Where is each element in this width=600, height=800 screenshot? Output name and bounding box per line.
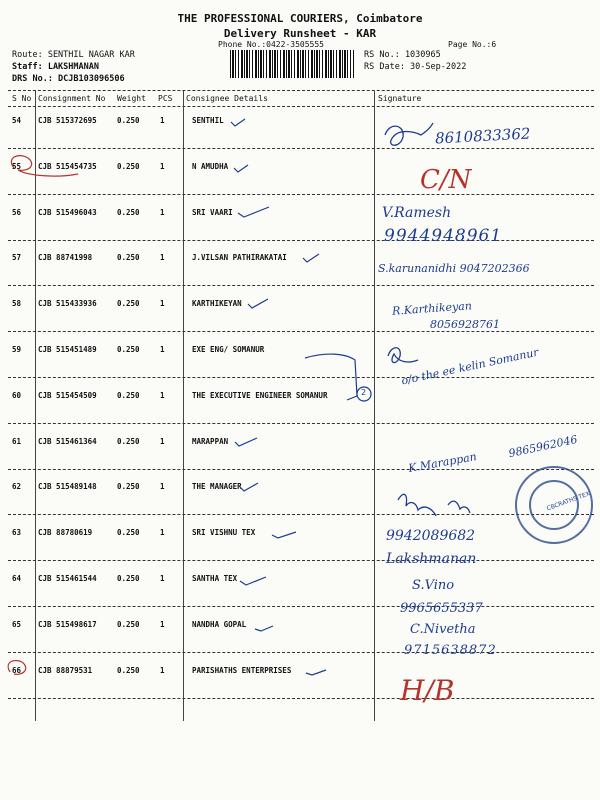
col-signature-header: Signature	[378, 94, 422, 103]
col-sno-header: S No	[12, 94, 32, 103]
row-weight: 0.250	[117, 528, 140, 537]
row-consignee: SRI VAARI	[192, 208, 233, 217]
row-weight: 0.250	[117, 253, 140, 262]
row-pcs: 1	[160, 482, 165, 491]
row-sno: 56	[12, 208, 22, 217]
row-divider	[8, 698, 594, 699]
row-consignment-no: CJB 515454735	[38, 162, 97, 171]
row-divider	[8, 148, 594, 149]
row-consignee: MARAPPAN	[192, 437, 229, 446]
row-weight: 0.250	[117, 345, 140, 354]
handwritten-hb-66: H/B	[400, 674, 455, 707]
staff-label: Staff: LAKSHMANAN	[12, 62, 99, 72]
stamp	[516, 467, 592, 543]
row-weight: 0.250	[117, 116, 140, 125]
row-pcs: 1	[160, 574, 165, 583]
row-consignment-no: CJB 515489148	[38, 482, 97, 491]
handwritten-name-56: V.Ramesh	[382, 205, 452, 221]
row-weight: 0.250	[117, 437, 140, 446]
row-consignee: PARISHATHS ENTERPRISES	[192, 666, 292, 675]
row-pcs: 1	[160, 345, 165, 354]
row-pcs: 1	[160, 208, 165, 217]
col-divider	[183, 91, 184, 721]
handwritten-name-64: S.Vino	[412, 578, 455, 593]
row-pcs: 1	[160, 391, 165, 400]
row-weight: 0.250	[117, 391, 140, 400]
row-weight: 0.250	[117, 574, 140, 583]
row-weight: 0.250	[117, 482, 140, 491]
handwritten-note-59: o/o the ee kelin Somanur	[400, 345, 540, 388]
row-consignment-no: CJB 515372695	[38, 116, 97, 125]
row-consignment-no: CJB 88780619	[38, 528, 93, 537]
row-consignee: EXE ENG/ SOMANUR	[192, 345, 265, 354]
handwritten-phone-56: 9944948961	[384, 226, 503, 246]
row-pcs: 1	[160, 299, 165, 308]
company-name: THE PROFESSIONAL COURIERS, Coimbatore	[177, 12, 423, 25]
phone-number: Phone No.:0422-3505555	[218, 40, 324, 49]
row-consignee: THE EXECUTIVE ENGINEER SOMANUR	[192, 391, 328, 400]
handwritten-name-65: C.Nivetha	[410, 622, 476, 637]
page-number: Page No.:6	[448, 40, 497, 49]
row-sno: 65	[12, 620, 22, 629]
row-sno: 62	[12, 482, 22, 491]
handwritten-name-58: R.Karthikeyan	[391, 299, 473, 318]
handwritten-phone-61: 9865962046	[507, 432, 579, 461]
row-consignment-no: CJB 515454509	[38, 391, 97, 400]
row-sno: 66	[12, 666, 22, 675]
row-sno: 60	[12, 391, 22, 400]
row-weight: 0.250	[117, 620, 140, 629]
handwritten-name-63: Lakshmanan	[386, 551, 477, 567]
row-consignee: J.VILSAN PATHIRAKATAI	[192, 253, 287, 262]
row-sno: 61	[12, 437, 22, 446]
handwritten-phone-64: 9965655337	[400, 601, 483, 616]
row-weight: 0.250	[117, 299, 140, 308]
col-pcs-header: PCS	[158, 94, 173, 103]
row-pcs: 1	[160, 528, 165, 537]
document-title: Delivery Runsheet - KAR	[223, 27, 377, 40]
row-consignee: SANTHA TEX	[192, 574, 238, 583]
row-divider	[8, 606, 594, 607]
row-consignee: NANDHA GOPAL	[192, 620, 247, 629]
row-consignment-no: CJB 515451489	[38, 345, 97, 354]
row-weight: 0.250	[117, 208, 140, 217]
col-consignment-header: Consignment No	[38, 94, 106, 103]
row-consignment-no: CJB 88879531	[38, 666, 93, 675]
col-divider	[35, 91, 36, 721]
row-pcs: 1	[160, 253, 165, 262]
signature-59	[388, 348, 418, 363]
row-divider	[8, 331, 594, 332]
handwritten-phone-58: 8056928761	[430, 318, 500, 331]
rs-number: RS No.: 1030965	[364, 50, 441, 60]
row-sno: 59	[12, 345, 22, 354]
signature-62	[398, 494, 436, 516]
rs-date: RS Date: 30-Sep-2022	[364, 62, 467, 72]
row-pcs: 1	[160, 162, 165, 171]
col-divider	[374, 91, 375, 721]
row-pcs: 1	[160, 620, 165, 629]
row-divider	[8, 514, 594, 515]
handwritten-cn-55: C/N	[420, 165, 472, 195]
handwritten-phone-54: 8610833362	[434, 124, 531, 148]
table-top-rule	[8, 90, 594, 91]
row-consignment-no: CJB 88741998	[38, 253, 93, 262]
signature-62b	[448, 501, 470, 513]
row-consignment-no: CJB 515461544	[38, 574, 97, 583]
row-weight: 0.250	[117, 666, 140, 675]
handwritten-phone-63: 9942089682	[386, 528, 476, 544]
handwritten-note-57: S.karunanidhi 9047202366	[378, 262, 530, 275]
handwritten-phone-65: 9715638872	[404, 643, 497, 658]
row-sno: 55	[12, 162, 22, 171]
row-divider	[8, 240, 594, 241]
row-sno: 64	[12, 574, 22, 583]
row-pcs: 1	[160, 116, 165, 125]
row-consignee: KARTHIKEYAN	[192, 299, 242, 308]
row-consignee: SENTHIL	[192, 116, 224, 125]
header-bottom-rule	[8, 106, 594, 107]
row-consignment-no: CJB 515461364	[38, 437, 97, 446]
route-label: Route: SENTHIL NAGAR KAR	[12, 50, 135, 60]
row-divider	[8, 285, 594, 286]
circled-number: 2	[361, 388, 367, 397]
row-consignment-no: CJB 515498617	[38, 620, 97, 629]
row-divider	[8, 423, 594, 424]
row-consignment-no: CJB 515496043	[38, 208, 97, 217]
handwritten-name-61: K.Marappan	[407, 450, 478, 475]
row-pcs: 1	[160, 437, 165, 446]
barcode	[230, 50, 354, 78]
col-consignee-header: Consignee Details	[186, 94, 268, 103]
row-consignment-no: CJB 515433936	[38, 299, 97, 308]
stamp-text: CBCRATHS TEX	[545, 490, 591, 513]
row-divider	[8, 560, 594, 561]
row-divider	[8, 652, 594, 653]
row-consignee: SRI VISHNU TEX	[192, 528, 256, 537]
row-sno: 54	[12, 116, 22, 125]
col-weight-header: Weight	[117, 94, 146, 103]
row-divider	[8, 469, 594, 470]
row-sno: 57	[12, 253, 22, 262]
row-weight: 0.250	[117, 162, 140, 171]
row-consignee: N AMUDHA	[192, 162, 229, 171]
row-consignee: THE MANAGER	[192, 482, 242, 491]
row-divider	[8, 377, 594, 378]
row-divider	[8, 194, 594, 195]
signature-54	[385, 123, 433, 145]
drs-number: DRS No.: DCJB103096506	[12, 74, 125, 84]
row-pcs: 1	[160, 666, 165, 675]
row-sno: 63	[12, 528, 22, 537]
row-sno: 58	[12, 299, 22, 308]
